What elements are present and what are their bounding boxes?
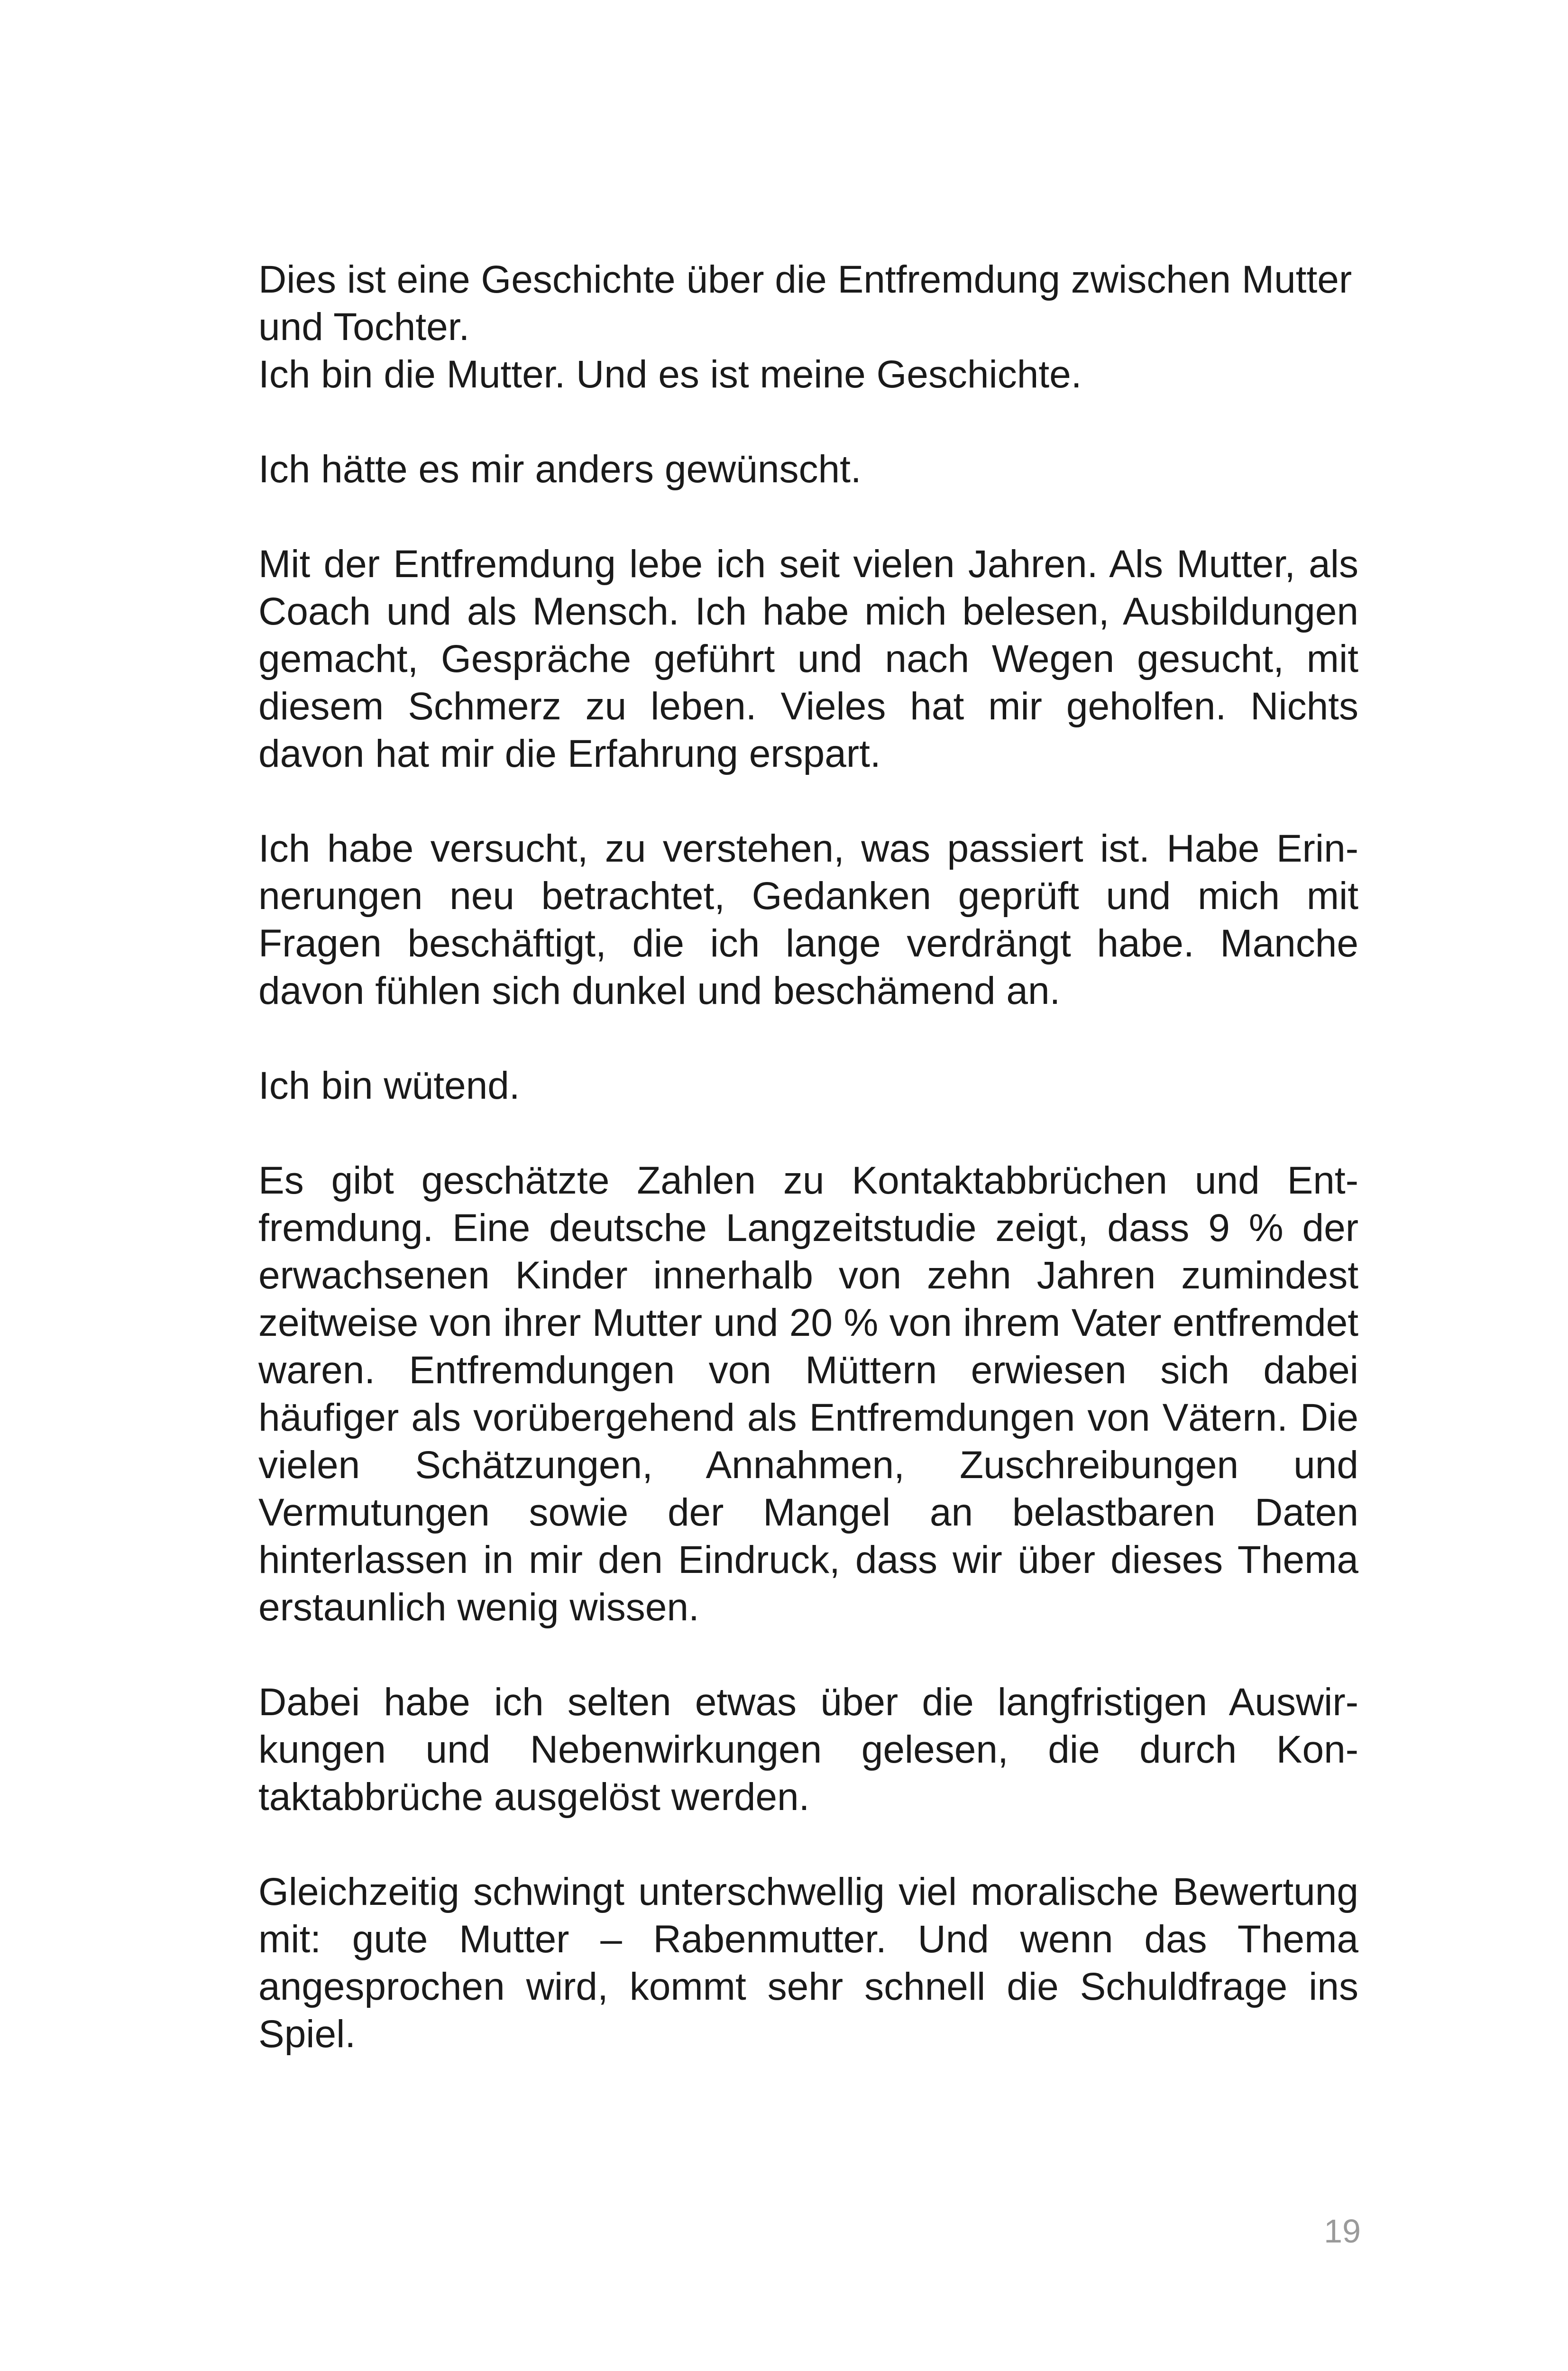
paragraph-living-with-estrangement: Mit der Entfremdung lebe ich seit vielen Jahren. Als Mutter, als Coach und als Mensch. Ich habe mich belesen, Ausbildungen gemacht, Gespräche geführt und nach Wegen gesucht, mit diesem Schmerz zu leben. Vieles hat mir geholfen. Nichts davon hat mir die Erfahrung erspart. <box>258 542 1358 775</box>
page-number: 19 <box>1324 2213 1361 2250</box>
intro-line-1: Dies ist eine Geschichte über die Entfremdung zwischen Mutter und Tochter. <box>258 258 1352 349</box>
paragraph-intro <box>258 256 1358 398</box>
intro-line-2: Ich bin die Mutter. Und es ist meine Geschichte. <box>258 353 1082 396</box>
paragraph-moral-judgement: Gleichzeitig schwingt unterschwellig viel moralische Bewertung mit: gute Mutter – Rabenmutter. Und wenn das Thema angesprochen wird, kommt sehr schnell die Schuldfrage ins Spiel. <box>258 1870 1358 2056</box>
paragraph-statistics: Es gibt geschätzte Zahlen zu Kontaktabbrüchen und Entfremdung. Eine deutsche Langzeitstudie zeigt, dass 9 % der erwachsenen Kinder innerhalb von zehn Jahren zumindest zeitweise von ihrer Mutter und 20 % von ihrem Vater entfremdet waren. Entfremdungen von Müttern erwiesen sich dabei häufiger als vorübergehend als Entfremdungen von Vätern. Die vielen Schätzungen, Annahmen, Zuschreibungen und Vermutungen sowie der Mangel an belastbaren Daten hinterlassen in mir den Eindruck, dass wir über dieses Thema erstaunlich wenig wissen. <box>258 1159 1358 1629</box>
body-text <box>258 256 1358 2058</box>
paragraph-understanding: Ich habe versucht, zu verstehen, was passiert ist. Habe Erinnerungen neu betrachtet, Gedanken geprüft und mich mit Fragen beschäftigt, die ich lange verdrängt habe. Manche davon fühlen sich dunkel und beschämend an. <box>258 827 1358 1012</box>
paragraph-long-term-effects: Dabei habe ich selten etwas über die langfristigen Auswirkungen und Nebenwirkungen gelesen, die durch Kontaktabbrüche ausgelöst werden. <box>258 1681 1358 1819</box>
paragraph-wish: Ich hätte es mir anders gewünscht. <box>258 448 862 491</box>
paragraph-anger: Ich bin wütend. <box>258 1064 520 1107</box>
